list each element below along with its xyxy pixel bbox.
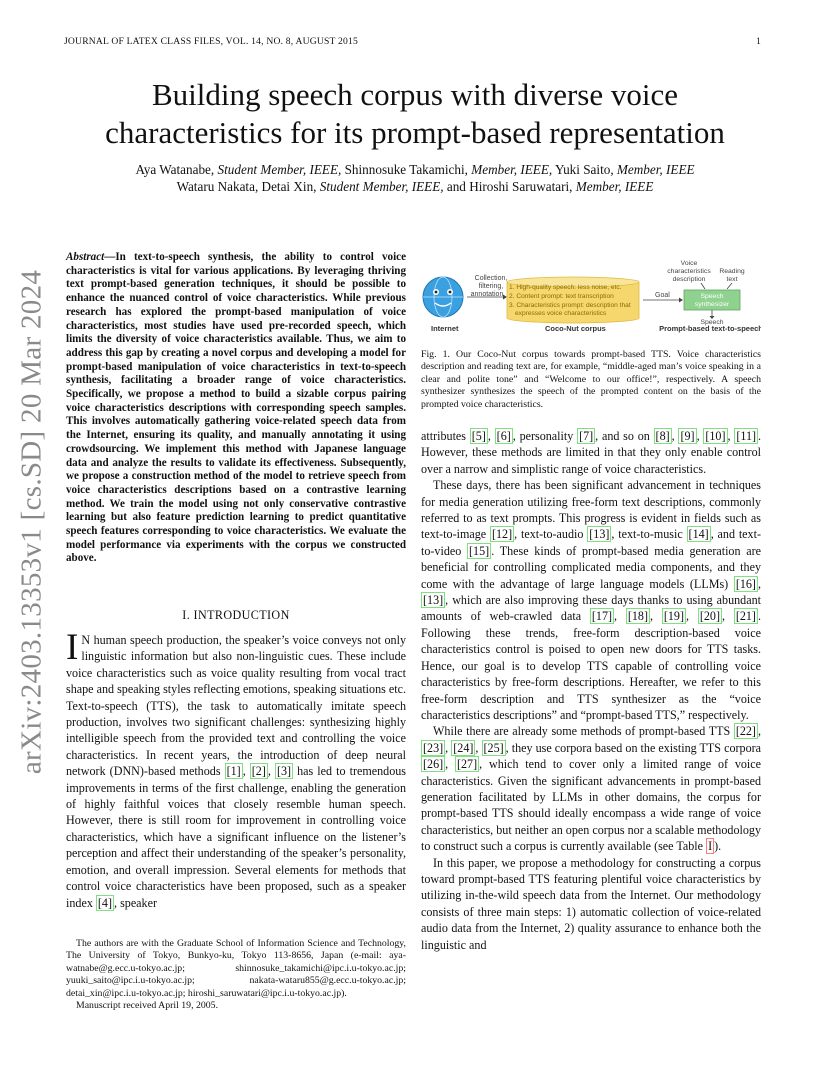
citation-link[interactable]: [3] <box>276 764 292 779</box>
author-line-1 <box>70 161 760 178</box>
abstract <box>66 251 406 566</box>
author-name: and Hiroshi Saruwatari, <box>443 179 576 194</box>
speech-label: Speech <box>700 319 724 326</box>
citation-link[interactable]: [10] <box>705 429 726 443</box>
citation-link[interactable]: [2] <box>251 764 266 779</box>
citation-link[interactable]: [18] <box>627 609 649 624</box>
right-column-body <box>421 428 761 953</box>
author-name: Shinnosuke Takamichi, <box>341 162 472 177</box>
body-text: , which are also improving these days thanks to using abundant amounts of web-crawled data <box>421 593 761 624</box>
footnote-affiliation: The authors are with the Graduate School of Information Science and Technology, The University of Tokyo, Bunkyo-ku, Tokyo 113-8656, Japan (e-mail: aya-watnabe@g.ecc.u-tokyo.ac.jp; shinnosuke_takamichi@ipc.i.u-tokyo.ac.jp; yuuki_saito@ipc.i.u-tokyo.ac.jp; nakata-wataru855@g.ecc.u-tokyo.ac.jp; detai_xin@ipc.i.u-tokyo.ac.jp; hiroshi_saruwatari@ipc.i.u-tokyo.ac.jp). <box>66 938 406 999</box>
body-paragraph <box>421 855 761 953</box>
body-text: , <box>727 429 735 443</box>
body-text: , text-to-audio <box>514 527 588 542</box>
citation-link[interactable]: [25] <box>483 740 504 755</box>
body-paragraph <box>421 477 761 723</box>
body-text: , which tend to cover only a limited range of voice characteristics. Given the significant advancements in prompt-based generation facilitated by LLMs in other domains, the corpus for prompt-based TTS should ideally encompass a wide range of voice characteristics, but neither an open corpus nor a scalable methodology to construct such a corpus is currently available (see Table <box>421 757 762 854</box>
citation-link[interactable]: [5] <box>471 429 486 443</box>
citation-link[interactable]: [26] <box>423 757 444 772</box>
internet-label: Internet <box>431 324 459 333</box>
body-text: , <box>445 757 455 772</box>
body-text: , <box>445 740 452 755</box>
citation-link[interactable]: [8] <box>655 429 670 443</box>
body-text: attributes <box>421 429 470 443</box>
body-text: , <box>696 429 704 443</box>
body-text: , <box>671 429 679 443</box>
goal-label: Goal <box>655 292 670 299</box>
body-text: ). <box>714 839 722 854</box>
body-text: , <box>487 429 495 443</box>
intro-first-word: N <box>81 633 91 647</box>
author-membership: Member, IEEE <box>616 162 695 177</box>
arrow-head-collect <box>503 295 507 300</box>
paper-title: Building speech corpus with diverse voice characteristics for its prompt-based representation <box>105 77 725 150</box>
citation-link[interactable]: [27] <box>456 757 478 772</box>
body-text: . However, these methods are limited in that they only enable control over a narrow and simplistic range of voice characteristics. <box>421 429 762 476</box>
author-membership: Member, IEEE <box>575 179 654 194</box>
citation-link[interactable]: [22] <box>735 724 756 739</box>
footnote <box>66 938 406 1012</box>
citation-link[interactable]: [21] <box>735 609 756 624</box>
section-heading: I. INTRODUCTION <box>182 608 290 622</box>
arxiv-id: arXiv:2403.13353v1 [cs.SD] 20 Mar 2024 <box>15 269 48 775</box>
body-text: , <box>267 764 275 779</box>
body-text: , text-to-music <box>611 527 687 542</box>
arxiv-watermark <box>6 269 58 775</box>
abstract-label: Abstract <box>66 251 105 263</box>
collection-label-3: annotation <box>470 291 504 298</box>
body-text: , <box>650 609 662 624</box>
corpus-label: Coco-Nut corpus <box>545 324 606 333</box>
corpus-step-2: 2. Content prompt: text transcription <box>509 293 614 300</box>
citation-link[interactable]: [15] <box>469 543 490 558</box>
body-text: , <box>475 740 482 755</box>
citation-link[interactable]: [17] <box>591 609 613 624</box>
body-text: , personality <box>512 429 578 443</box>
citation-link[interactable]: [11] <box>736 429 757 443</box>
author-membership: Student Member, IEEE, <box>319 179 444 194</box>
body-paragraph <box>421 723 761 854</box>
body-text: , <box>614 609 626 624</box>
body-paragraph <box>421 428 761 477</box>
body-text: , and text-to-video <box>421 527 761 558</box>
body-text: , <box>721 609 734 624</box>
author-membership: Student Member, IEEE, <box>217 162 342 177</box>
citation-link[interactable]: [6] <box>496 429 511 443</box>
table-link[interactable]: I <box>708 839 713 854</box>
collection-label-1: Collection, <box>474 275 508 282</box>
author-name: Yuki Saito, <box>552 162 617 177</box>
citation-link[interactable]: [13] <box>589 527 610 542</box>
body-text: , and so on <box>595 429 654 443</box>
voice-desc-label-1: Voice <box>680 260 698 267</box>
body-text: human speech production, the speaker’s voice conveys not only linguistic information but also non-linguistic cues. These include voice characteristics such as voice quality resulting from vocal tract shape and speaking styles reflecting emotions, speaking situations etc. Text-to-speech (TTS), the task to automatically imitate speech production, involves two significant challenges: synthesizing highly intelligible speech from the provided text and controlling the voice characteristics. In recent years, the introduction of deep neural network (DNN)-based methods <box>66 633 406 779</box>
body-text: . Following these trends, free-form description-based voice characteristics control is poised to open new doors for TTS tasks. Hence, our goal is to develop TTS capable of controlling voice characteristics by free-form descriptions. Hereafter, we refer to this free-form description and TTS synthesizer as the “voice characteristics descriptions” and “prompt-based TTS,” respectively. <box>421 609 761 722</box>
body-text: , <box>686 609 698 624</box>
arrow-head-goal <box>679 298 683 303</box>
arrow-text <box>727 283 732 289</box>
author-name: Aya Watanabe, <box>135 162 218 177</box>
author-list <box>70 161 760 195</box>
tts-label: Prompt-based text-to-speech <box>659 324 761 333</box>
citation-link[interactable]: [7] <box>579 429 594 443</box>
body-text: , <box>757 576 761 591</box>
collection-label-2: filtering, <box>478 283 504 290</box>
synth-label-1: Speech <box>700 293 724 300</box>
figure-1-diagram <box>421 254 761 338</box>
figure-caption: Fig. 1. Our Coco-Nut corpus towards prompt-based TTS. Voice characteristics description and reading text are, for example, “middle-aged man’s voice speaking in a clear and polite tone” and “Welcome to our office!”, respectively. A speech synthesizer synthesizes the speech of the prompted content on the basis of the prompted voice characteristics. <box>421 349 761 410</box>
body-text: , <box>757 724 761 739</box>
arrow-desc <box>701 283 705 289</box>
reading-text-label-1: Reading <box>719 268 745 275</box>
corpus-step-1: 1. High-quality speech: less noise, etc. <box>509 284 622 291</box>
citation-link[interactable]: [4] <box>97 895 113 910</box>
internet-globe-icon <box>423 277 463 317</box>
body-text: While there are already some methods of prompt-based TTS <box>433 724 734 739</box>
figure-1 <box>421 254 761 338</box>
author-line-2 <box>70 178 760 195</box>
author-name: Wataru Nakata, Detai Xin, <box>176 179 320 194</box>
citation-link[interactable]: [23] <box>423 740 444 755</box>
running-header: JOURNAL OF LATEX CLASS FILES, VOL. 14, NO. 8, AUGUST 2015 <box>64 36 358 47</box>
body-text: , they use corpora based on the existing TTS corpora <box>505 740 762 755</box>
citation-link[interactable]: [14] <box>688 527 709 542</box>
citation-link[interactable]: [13] <box>423 593 444 608</box>
citation-link[interactable]: [16] <box>735 576 756 591</box>
voice-desc-label-2: characteristics <box>667 268 711 275</box>
intro-paragraph <box>66 627 407 911</box>
body-text: . These kinds of prompt-based media generation are beneficial for controlling complicated media components, and they come with the advantage of large language models (LLMs) <box>421 543 762 591</box>
drop-cap: I <box>66 627 79 668</box>
page-number: 1 <box>756 36 761 47</box>
citation-link[interactable]: [9] <box>680 429 695 443</box>
citation-link[interactable]: [20] <box>699 609 720 624</box>
author-membership: Member, IEEE, <box>471 162 553 177</box>
footnote-manuscript: Manuscript received April 19, 2005. <box>76 1000 219 1012</box>
reading-text-label-2: text <box>726 276 738 283</box>
citation-link[interactable]: [24] <box>453 740 474 755</box>
body-text: In this paper, we propose a methodology for constructing a corpus toward prompt-based TTS featuring plentiful voice characteristics by utilizing in-the-wild speech data from the Internet. Our methodology consists of three main steps: 1) automatic collection of voice-related audio data from the Internet, 2) quality assurance to enhance both the linguistic and <box>421 855 761 952</box>
voice-desc-label-3: description <box>672 276 706 283</box>
citation-link[interactable]: [19] <box>663 609 684 624</box>
body-text: , speaker <box>114 895 157 910</box>
citation-link[interactable]: [1] <box>226 764 241 779</box>
corpus-step-3: 3. Characteristics prompt: description that <box>509 302 631 309</box>
synth-label-2: synthesizer <box>694 301 730 308</box>
corpus-step-3b: expresses voice characteristics <box>515 310 607 317</box>
body-text: These days, there has been significant advancement in techniques for media generation utilizing free-form text descriptions, commonly referred to as text prompts. This progress is evident in fields such as text-to-image <box>421 478 761 542</box>
body-text: , <box>242 764 250 779</box>
body-text: has led to tremendous improvements in terms of the first challenge, enabling the generation of highly faithful voices that closely resemble human speech. However, there is still room for improvement in controlling voice characteristics, which have a significant influence on the listener’s perception and affect their understanding of the speaker’s personality, emotion, and overall impression. Several elements for methods that control voice characteristics have been proposed, such as a speaker index <box>66 764 407 910</box>
abstract-text: —In text-to-speech synthesis, the ability to control voice characteristics is vital for various applications. By leveraging thriving text prompt-based generation techniques, it should be possible to enhance the nuanced control of voice characteristics. While previous research has explored the prompt-based manipulation of voice characteristics, most studies have used pre-recorded speech, which limits the diversity of voice characteristics available. Thus, we aim to address this gap by creating a novel corpus and developing a model for prompt-based manipulation of voice characteristics in text-to-speech synthesis, facilitating a broader range of voice characteristics. Specifically, we propose a method to build a sizable corpus pairing voice characteristics descriptions with corresponding speech samples. This involves automatically gathering voice-related speech data from the Internet, ensuring its quality, and manually annotating it using crowdsourcing. We implement this method with Japanese language data and analyze the results to validate its effectiveness. Subsequently, we propose a construction method of the model to retrieve speech from voice characteristics descriptions based on a contrastive learning method. We train the model using not only conservative contrastive learning but also feature prediction learning to predict quantitative speech features corresponding to voice characteristics. We evaluate the model performance via experiments with the corpus we constructed above. <box>66 251 406 565</box>
citation-link[interactable]: [12] <box>491 527 513 542</box>
